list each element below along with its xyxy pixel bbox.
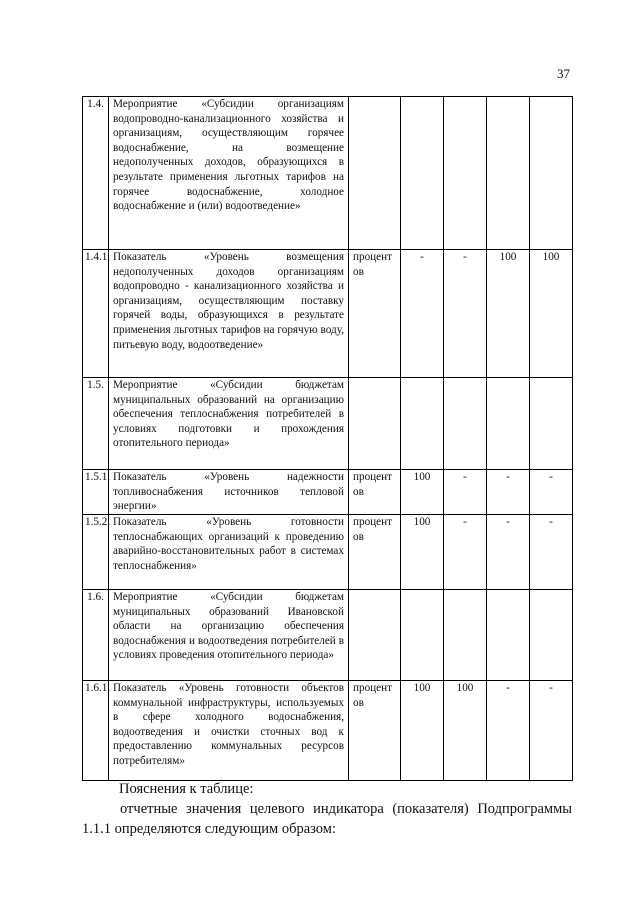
row-number: 1.6.1. (83, 681, 109, 781)
row-value-4 (530, 590, 573, 681)
row-value-2 (444, 590, 487, 681)
row-value-3: - (487, 515, 530, 590)
row-value-1 (401, 590, 444, 681)
row-value-3: 100 (487, 250, 530, 378)
page-number: 37 (557, 66, 570, 81)
row-name: Показатель «Уровень надежности топливоснабжения источников тепловой энергии» (109, 470, 349, 515)
indicators-table (82, 96, 573, 781)
row-value-2 (444, 97, 487, 250)
table-row (83, 590, 573, 681)
row-name: Мероприятие «Субсидии организациям водопроводно-канализационного хозяйства и организациям, осуществляющим горячее водоснабжение, на возмещение недополученных доходов, образующихся в результате применения льготных тарифов на горячее водоснабжение, холодное водоснабжение и (или) водоотведение» (109, 97, 349, 250)
row-name: Показатель «Уровень готовности теплоснабжающих организаций к проведению аварийно-восстановительных работ в системах теплоснабжения» (109, 515, 349, 590)
row-unit: процент ов (349, 250, 401, 378)
table-row (83, 681, 573, 781)
row-unit (349, 590, 401, 681)
row-name: Мероприятие «Субсидии бюджетам муниципальных образований Ивановской области на организацию обеспечения водоснабжения и водоотведения потребителей в условиях проведения отопительного периода» (109, 590, 349, 681)
table-row (83, 250, 573, 378)
row-number: 1.4.1. (83, 250, 109, 378)
row-value-1 (401, 378, 444, 470)
row-name: Мероприятие «Субсидии бюджетам муниципальных образований на организацию обеспечения теплоснабжения потребителей в условиях подготовки и прохождения отопительного периода» (109, 378, 349, 470)
row-unit: процент ов (349, 515, 401, 590)
notes-text: отчетные значения целевого индикатора (показателя) Подпрограммы 1.1.1 определяются следующим образом: (82, 801, 572, 837)
table-row (83, 515, 573, 590)
row-value-1 (401, 97, 444, 250)
row-value-1: 100 (401, 681, 444, 781)
table-row (83, 378, 573, 470)
row-value-2: - (444, 470, 487, 515)
row-value-1: - (401, 250, 444, 378)
row-unit (349, 97, 401, 250)
table-row (83, 470, 573, 515)
row-value-3: - (487, 681, 530, 781)
row-value-2: 100 (444, 681, 487, 781)
row-value-3: - (487, 470, 530, 515)
row-number: 1.6. (83, 590, 109, 681)
row-value-4: - (530, 470, 573, 515)
row-value-3 (487, 590, 530, 681)
table-row (83, 97, 573, 250)
row-value-1: 100 (401, 470, 444, 515)
row-number: 1.4. (83, 97, 109, 250)
row-number: 1.5. (83, 378, 109, 470)
row-unit: процент ов (349, 470, 401, 515)
row-unit: процент ов (349, 681, 401, 781)
row-number: 1.5.2. (83, 515, 109, 590)
row-unit (349, 378, 401, 470)
notes-heading: Пояснения к таблице: (119, 781, 254, 797)
row-value-1: 100 (401, 515, 444, 590)
row-value-4 (530, 378, 573, 470)
row-value-2: - (444, 515, 487, 590)
row-value-3 (487, 97, 530, 250)
row-value-4: - (530, 681, 573, 781)
row-value-4: 100 (530, 250, 573, 378)
row-name: Показатель «Уровень готовности объектов коммунальной инфраструктуры, используемых в сфере холодного водоснабжения, водоотведения и очистки сточных вод к предоставлению коммунальных ресурсов потребителям» (109, 681, 349, 781)
row-value-2 (444, 378, 487, 470)
row-value-4 (530, 97, 573, 250)
row-value-2: - (444, 250, 487, 378)
row-value-4: - (530, 515, 573, 590)
row-value-3 (487, 378, 530, 470)
row-number: 1.5.1. (83, 470, 109, 515)
row-name: Показатель «Уровень возмещения недополученных доходов организациям водопроводно - канализационного хозяйства и организациям, осуществляющим поставку горячей воды, образующихся в результате применения льготных тарифов на горячую воду, питьевую воду, водоотведение» (109, 250, 349, 378)
